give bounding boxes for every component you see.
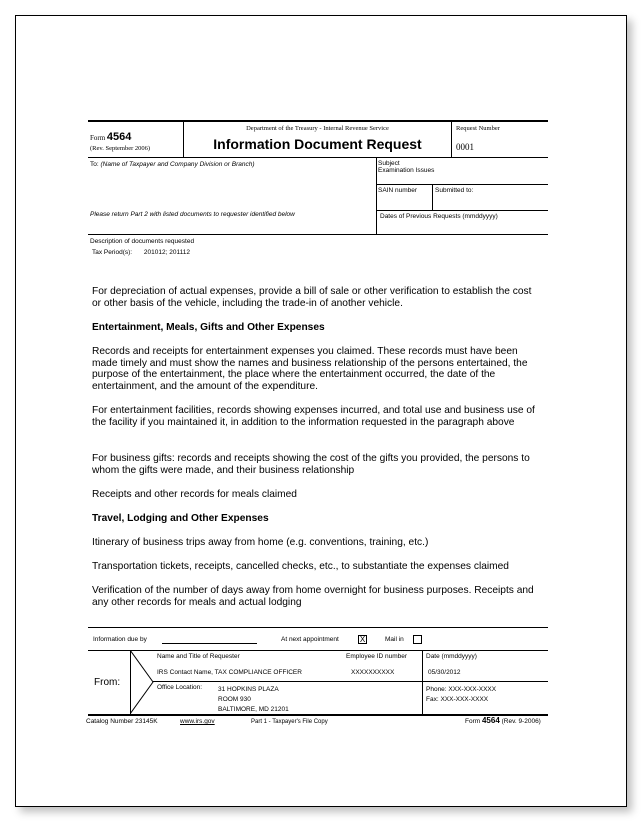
mail-in-label: Mail in <box>385 636 404 643</box>
info-due-input[interactable] <box>162 643 257 644</box>
mail-in-checkbox[interactable] <box>413 635 422 644</box>
rule <box>88 234 548 235</box>
catalog-number: Catalog Number 23145K <box>86 718 158 725</box>
subject-block <box>378 161 434 174</box>
paragraph: Verification of the number of days away from home overnight for business purposes. Receipts and any other records for meals and actual lodging <box>92 585 534 608</box>
date-value: 05/30/2012 <box>428 669 461 676</box>
subject-value: Examination Issues <box>378 166 435 174</box>
to-hint: (Name of Taxpayer and Company Division or Branch) <box>100 161 255 168</box>
rule <box>153 681 548 682</box>
footer-rule <box>88 714 548 716</box>
paragraph: Records and receipts for entertainment expenses you claimed. These records must have been made timely and must show the names and business relationship of the persons entertained, the purpose of the entertainment, the place where the entertainment occurred, the date of the entertainment, and the amount of the expenditure. <box>92 346 528 393</box>
sain-label: SAIN number <box>378 187 418 194</box>
date-label: Date (mmddyyyy) <box>426 653 477 660</box>
section-heading: Travel, Lodging and Other Expenses <box>92 513 269 524</box>
form-label: Form <box>90 134 106 142</box>
paragraph: Itinerary of business trips away from home (e.g. conventions, training, etc.) <box>92 537 429 548</box>
header-top-rule <box>88 120 548 122</box>
paragraph: Transportation tickets, receipts, cancelled checks, etc., to substantiate the expenses claimed <box>92 561 509 572</box>
employee-id-value: XXXXXXXXXX <box>351 669 395 676</box>
from-label: From: <box>94 677 121 688</box>
rule <box>88 157 548 158</box>
department-label: Department of the Treasury - Internal Revenue Service <box>246 125 389 132</box>
at-next-appointment-checkbox[interactable]: X <box>359 635 366 644</box>
contact-numbers <box>426 685 496 705</box>
from-arrow-icon <box>130 650 155 714</box>
paragraph: Receipts and other records for meals claimed <box>92 489 297 500</box>
divider <box>451 122 452 157</box>
office-address: 31 HOPKINS PLAZA ROOM 930 BALTIMORE, MD 21201 <box>218 686 289 713</box>
info-due-label: Information due by <box>93 636 147 643</box>
employee-id-label: Employee ID number <box>346 653 408 660</box>
rule <box>88 650 548 651</box>
form-number: 4564 <box>106 131 132 143</box>
paragraph: For business gifts: records and receipts showing the cost of the gifts you provided, the persons to whom the gifts were made, and their business relationship <box>92 453 530 476</box>
divider <box>432 184 433 210</box>
submitted-to-label: Submitted to: <box>435 187 474 194</box>
tax-period: Tax Period(s): 201012; 201112 <box>92 249 190 256</box>
form-revision: (Rev. September 2006) <box>90 145 151 152</box>
paragraph: For depreciation of actual expenses, provide a bill of sale or other verification to establish the cost or other basis of the vehicle, including the trade-in of another vehicle. <box>92 286 532 309</box>
phone-value: Phone: XXX-XXX-XXXX <box>426 686 497 693</box>
fax-value: Fax: XXX-XXX-XXXX <box>426 696 489 703</box>
irs-website-link[interactable]: www.irs.gov <box>180 718 215 725</box>
footer-form-id: Form 4564 (Rev. 9-2006) <box>465 716 541 725</box>
return-note: Please return Part 2 with listed documents to requester identified below <box>90 211 295 218</box>
request-number-label: Request Number <box>456 125 500 132</box>
form-number-block <box>90 131 131 143</box>
rule <box>88 627 548 628</box>
rule <box>376 184 548 185</box>
office-location-label: Office Location: <box>157 684 203 691</box>
page-title: Information Document Request <box>213 136 422 152</box>
rule <box>376 210 548 211</box>
divider <box>376 157 377 235</box>
request-number-value: 0001 <box>456 142 474 152</box>
previous-requests-label: Dates of Previous Requests (mmddyyyy) <box>380 213 498 220</box>
description-label: Description of documents requested <box>90 238 195 245</box>
to-label-block: To: (Name of Taxpayer and Company Division or Branch) <box>90 161 255 168</box>
copy-note: Part 1 - Taxpayer's File Copy <box>251 719 328 725</box>
tax-period-value: 201012; 201112 <box>143 249 190 256</box>
subject-label: Subject <box>378 160 400 167</box>
divider <box>422 650 423 714</box>
name-title-label: Name and Title of Requester <box>157 653 240 660</box>
paragraph: For entertainment facilities, records showing expenses incurred, and total use and business use of the facility if you maintained it, in addition to the information requested in the paragraph above <box>92 405 535 428</box>
name-title-value: IRS Contact Name, TAX COMPLIANCE OFFICER <box>157 669 302 676</box>
at-next-appointment-label: At next appointment <box>281 636 339 643</box>
section-heading: Entertainment, Meals, Gifts and Other Expenses <box>92 322 325 333</box>
